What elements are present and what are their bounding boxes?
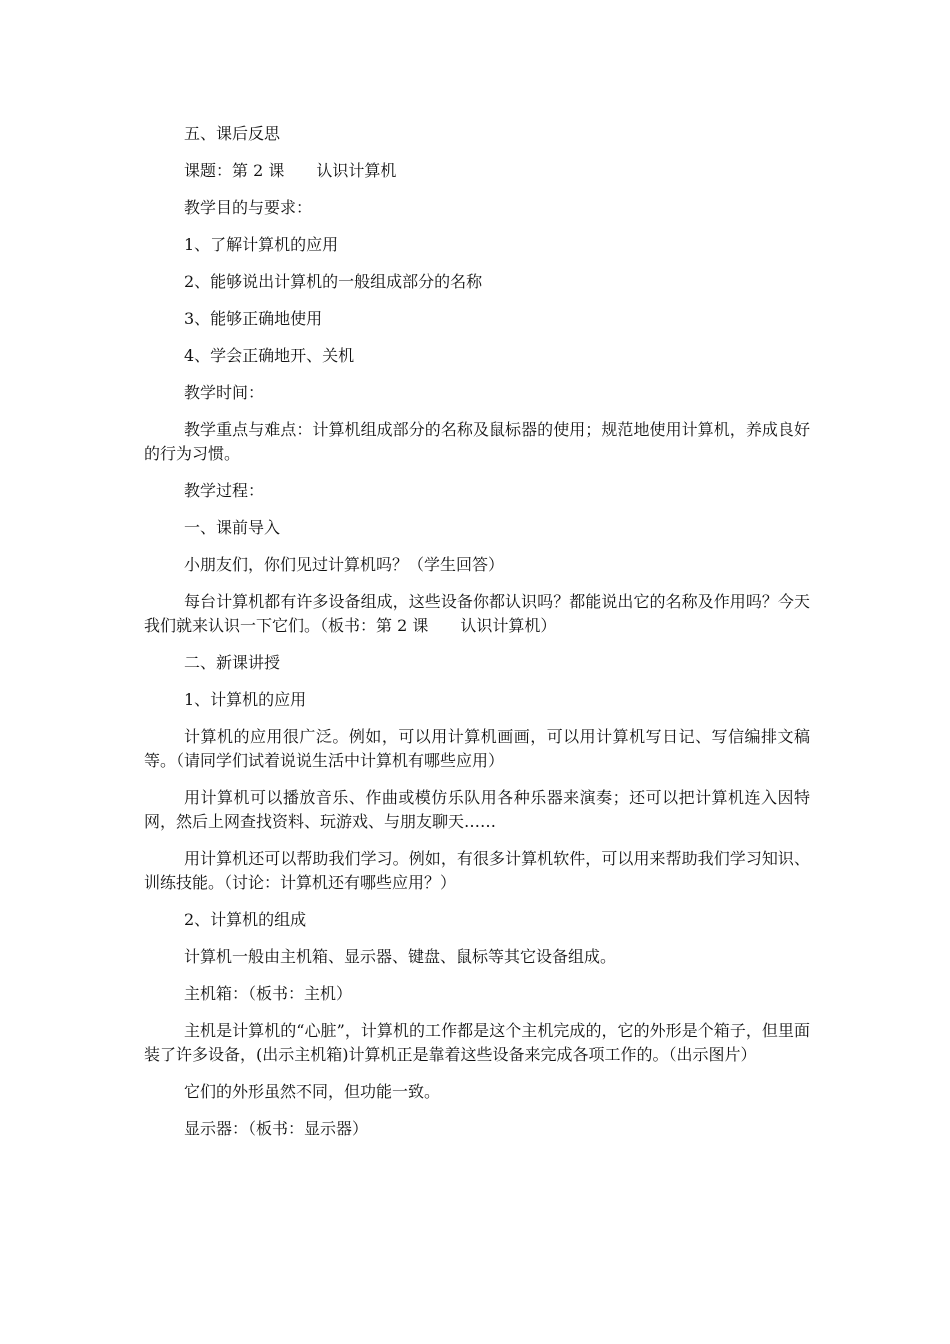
body-paragraph: 它们的外形虽然不同，但功能一致。 bbox=[184, 1082, 441, 1101]
objective-item: 4、学会正确地开、关机 bbox=[184, 346, 355, 365]
section-heading-intro: 一、课前导入 bbox=[184, 518, 281, 537]
document-body bbox=[144, 122, 810, 1154]
body-paragraph: 主机箱：（板书：主机） bbox=[184, 984, 353, 1003]
section-heading-new-lesson: 二、新课讲授 bbox=[184, 653, 281, 672]
subsection-heading-components: 2、计算机的组成 bbox=[184, 910, 307, 929]
objectives-heading: 教学目的与要求： bbox=[184, 198, 313, 217]
body-paragraph: 计算机的应用很广泛。例如，可以用计算机画画，可以用计算机写日记、写信编排文稿等。（请同学们试着说说生活中计算机有哪些应用） bbox=[144, 727, 810, 770]
lesson-title: 课题：第 2 课 认识计算机 bbox=[184, 161, 397, 180]
body-paragraph: 用计算机还可以帮助我们学习。例如，有很多计算机软件，可以用来帮助我们学习知识、训练技能。（讨论：计算机还有哪些应用？） bbox=[144, 849, 810, 892]
section-heading-reflection: 五、课后反思 bbox=[184, 124, 281, 143]
objective-item: 2、能够说出计算机的一般组成部分的名称 bbox=[184, 272, 483, 291]
objective-item: 3、能够正确地使用 bbox=[184, 309, 323, 328]
body-paragraph: 每台计算机都有许多设备组成，这些设备你都认识吗？都能说出它的名称及作用吗？今天我们就来认识一下它们。（板书：第 2 课 认识计算机） bbox=[144, 592, 810, 635]
body-paragraph: 显示器：（板书：显示器） bbox=[184, 1119, 369, 1138]
objective-item: 1、了解计算机的应用 bbox=[184, 235, 339, 254]
subsection-heading-applications: 1、计算机的应用 bbox=[184, 690, 307, 709]
body-paragraph: 小朋友们，你们见过计算机吗？（学生回答） bbox=[184, 555, 505, 574]
body-paragraph: 主机是计算机的“心脏”，计算机的工作都是这个主机完成的，它的外形是个箱子，但里面装了许多设备，(出示主机箱)计算机正是靠着这些设备来完成各项工作的。（出示图片） bbox=[144, 1021, 810, 1064]
teaching-time: 教学时间： bbox=[184, 383, 265, 402]
key-points: 教学重点与难点：计算机组成部分的名称及鼠标器的使用；规范地使用计算机，养成良好的行为习惯。 bbox=[144, 420, 810, 463]
body-paragraph: 计算机一般由主机箱、显示器、键盘、鼠标等其它设备组成。 bbox=[184, 947, 617, 966]
body-paragraph: 用计算机可以播放音乐、作曲或模仿乐队用各种乐器来演奏；还可以把计算机连入因特网，然后上网查找资料、玩游戏、与朋友聊天…… bbox=[144, 788, 810, 831]
process-heading: 教学过程： bbox=[184, 481, 265, 500]
